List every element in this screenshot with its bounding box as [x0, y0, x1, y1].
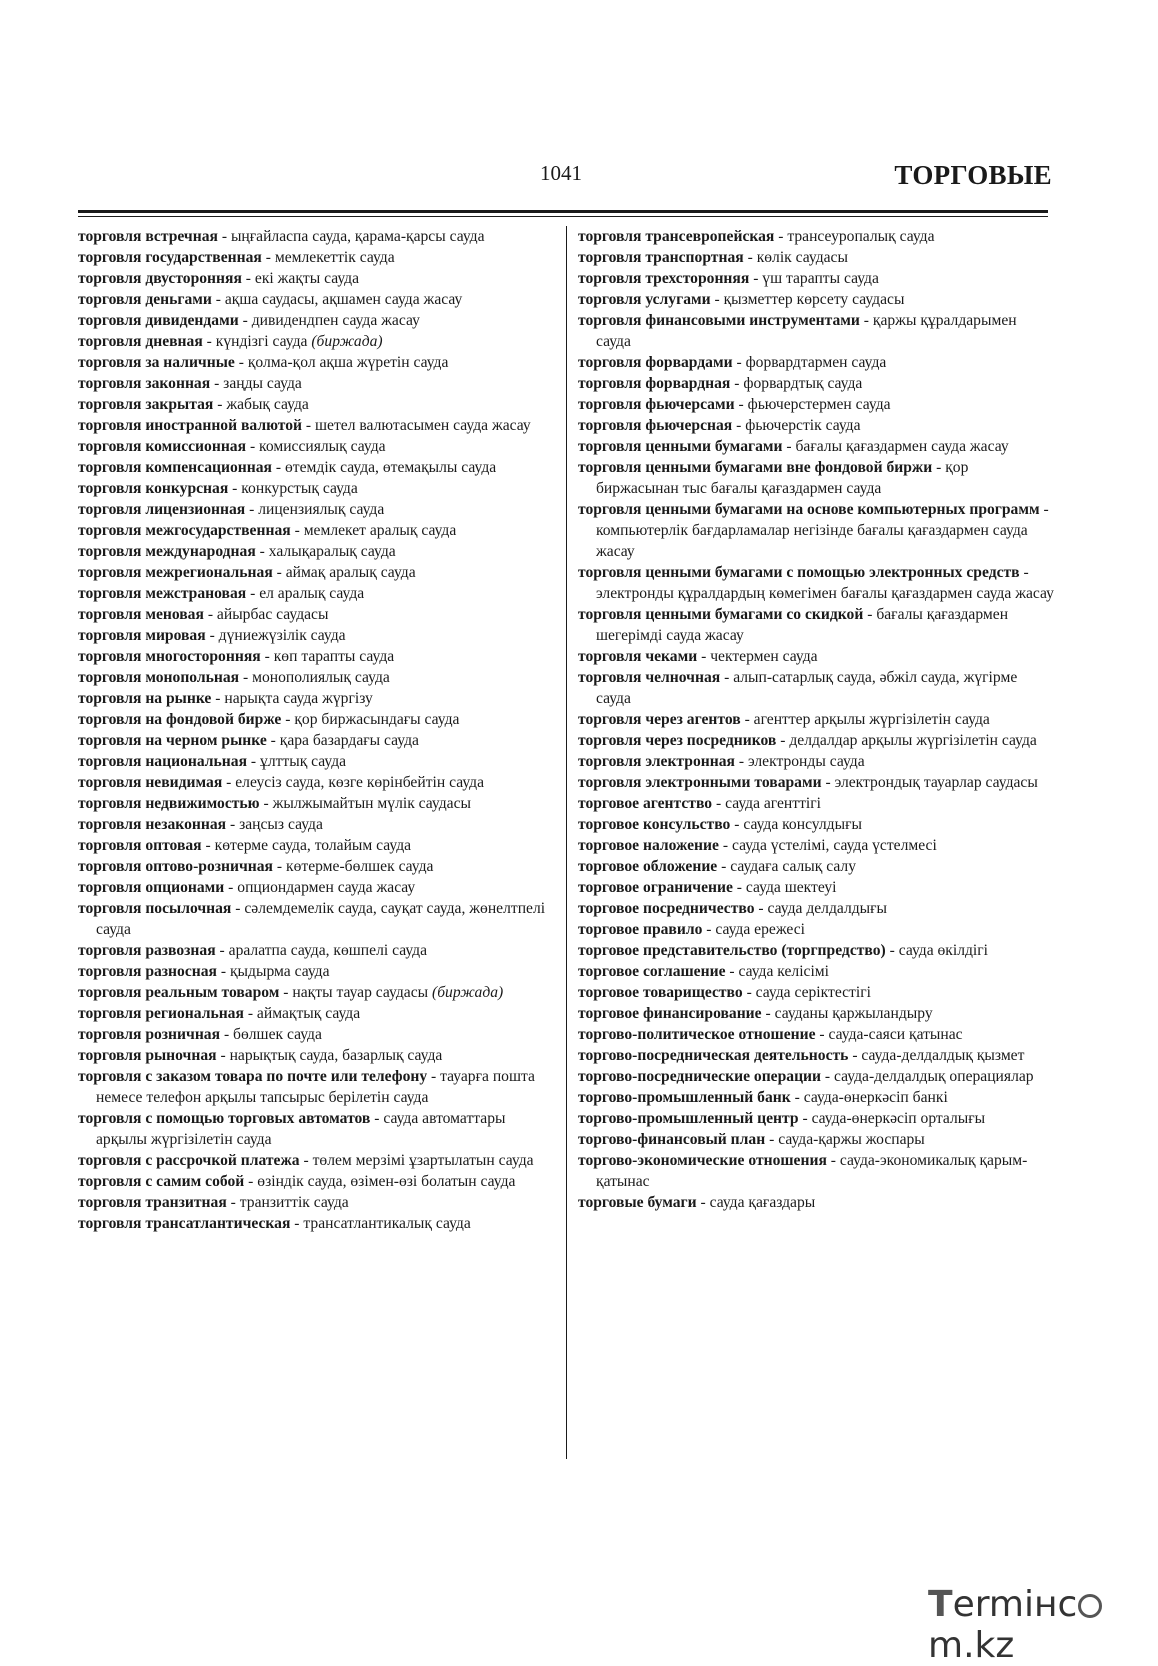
dictionary-entry: торговля фьючерсами - фьючерстермен сауда: [578, 396, 891, 413]
entry-definition: нарықтық сауда, базарлық сауда: [229, 1047, 443, 1064]
entry-term: торговля иностранной валютой: [78, 417, 303, 434]
entry-term: торговля законная: [78, 375, 211, 392]
entry-definition: сауда келісімі: [738, 963, 829, 980]
entry-definition: транзиттік сауда: [239, 1194, 349, 1211]
dictionary-entry: торговля встречная - ыңғайласпа сауда, қарама-қарсы сауда: [78, 228, 485, 245]
dictionary-entry: торгово-промышленный центр - сауда-өнеркәсіп орталығы: [578, 1110, 986, 1127]
dictionary-entry: торговля международная - халықаралық сауда: [78, 543, 396, 560]
dictionary-entry: торговля услугами - қызметтер көрсету саудасы: [578, 291, 905, 308]
dictionary-entry: торговля разносная - қыдырма сауда: [78, 963, 330, 980]
entry-definition: қыдырма сауда: [229, 963, 330, 980]
entry-term: торговля челночная: [578, 669, 721, 686]
entry-term: торговое наложение: [578, 837, 719, 854]
entry-definition: ел аралық сауда: [259, 585, 365, 602]
entry-definition: сауданы қаржыландыру: [774, 1005, 933, 1022]
watermark-end: m.kz: [928, 1625, 1015, 1666]
entry-term: торговля мировая: [78, 627, 206, 644]
entry-definition: фьючерстік сауда: [745, 417, 861, 434]
dictionary-entry: торговля развозная - аралатпа сауда, көшпелі сауда: [78, 942, 427, 959]
dictionary-entry: торговое товарищество - сауда серіктестігі: [578, 984, 871, 1001]
entry-definition: күндізгі сауда: [215, 333, 308, 350]
entry-term: торгово-посредническая деятельность: [578, 1047, 849, 1064]
entry-term: торговля чеками: [578, 648, 698, 665]
entry-term: торговля фьючерсная: [578, 417, 733, 434]
page-number: 1041: [540, 161, 582, 185]
dictionary-entry: торгово-экономические отношения - сауда-экономикалық қарым-қатынас: [578, 1152, 1028, 1190]
entry-definition: ыңғайласпа сауда, қарама-қарсы сауда: [230, 228, 485, 245]
entry-term: торговля розничная: [78, 1026, 221, 1043]
dictionary-entry: торговля законная - заңды сауда: [78, 375, 302, 392]
dictionary-entry: торговля недвижимостью - жылжымайтын мүлік саудасы: [78, 795, 471, 812]
entry-term: торговля невидимая: [78, 774, 223, 791]
entry-term: торговля дневная: [78, 333, 203, 350]
entry-term: торговля за наличные: [78, 354, 235, 371]
entry-definition: айырбас саудасы: [216, 606, 329, 623]
dictionary-entry: торговое соглашение - сауда келісімі: [578, 963, 829, 980]
entry-term: торговля национальная: [78, 753, 248, 770]
entry-definition: аралатпа сауда, көшпелі сауда: [228, 942, 427, 959]
entry-term: торговое правило: [578, 921, 703, 938]
entry-definition: аймақ аралық сауда: [285, 564, 416, 581]
dictionary-entry: торговля многосторонняя - көп тарапты сауда: [78, 648, 395, 665]
dictionary-entry: торговля рыночная - нарықтық сауда, базарлық сауда: [78, 1047, 443, 1064]
entry-term: торговля комиссионная: [78, 438, 247, 455]
entry-term: торговля трансевропейская: [578, 228, 775, 245]
entry-definition: сауда-делдалдық операциялар: [834, 1068, 1034, 1085]
entry-term: торговля электронная: [578, 753, 735, 770]
dictionary-entry: торговля чеками - чектермен сауда: [578, 648, 818, 665]
dictionary-entry: торговля реальным товаром - нақты тауар саудасы (биржада): [78, 984, 504, 1001]
dictionary-entry: торгово-посреднические операции - сауда-делдалдық операциялар: [578, 1068, 1034, 1085]
entry-definition: бағалы қағаздармен сауда жасау: [795, 438, 1009, 455]
entry-definition: комиссиялық сауда: [259, 438, 386, 455]
entry-definition: алып-сатарлық сауда, әбжіл сауда, жүгірме сауда: [596, 669, 1018, 707]
dictionary-entry: торговля ценными бумагами с помощью электронных средств - электронды құралдардың көмегімен бағалы қағаздармен сауда жасау: [578, 564, 1054, 602]
entry-term: торговля конкурсная: [78, 480, 229, 497]
dictionary-entry: торговое финансирование - сауданы қаржыландыру: [578, 1005, 933, 1022]
dictionary-entry: торговля электронная - электронды сауда: [578, 753, 865, 770]
entry-definition: көп тарапты сауда: [273, 648, 395, 665]
entry-definition: өзіндік сауда, өзімен-өзі болатын сауда: [257, 1173, 516, 1190]
entry-term: торговля региональная: [78, 1005, 244, 1022]
entry-definition: нақты тауар саудасы: [292, 984, 429, 1001]
entry-definition: сауда агенттігі: [725, 795, 821, 812]
header-rule-thin: [78, 216, 1048, 217]
dictionary-entry: торговля ценными бумагами со скидкой - бағалы қағаздармен шегерімді сауда жасау: [578, 606, 1009, 644]
entry-term: торговля ценными бумагами: [578, 438, 783, 455]
entry-term: торговля фьючерсами: [578, 396, 735, 413]
entry-term: торговля закрытая: [78, 396, 214, 413]
dictionary-entry: торговля невидимая - елеусіз сауда, көзге көрінбейтін сауда: [78, 774, 485, 791]
entry-definition: опциондармен сауда жасау: [237, 879, 416, 896]
entry-definition: сауда-өнеркәсіп банкі: [803, 1089, 948, 1106]
dictionary-entry: торговля на рынке - нарықта сауда жүргізу: [78, 690, 373, 707]
entry-definition: монополиялық сауда: [252, 669, 390, 686]
entry-term: торговля многосторонняя: [78, 648, 261, 665]
entry-definition: форвардтармен сауда: [745, 354, 887, 371]
entry-term: торговое представительство (торгпредство): [578, 942, 886, 959]
entry-term: торговля форвардная: [578, 375, 731, 392]
dictionary-entry: торговля с рассрочкой платежа - төлем мерзімі ұзартылатын сауда: [78, 1152, 534, 1169]
entry-definition: компьютерлік бағдарламалар негізінде бағалы қағаздармен сауда жасау: [596, 522, 1028, 560]
entry-definition: электрондық тауарлар саудасы: [834, 774, 1038, 791]
entry-term: торговля меновая: [78, 606, 204, 623]
dictionary-entry: торговля через агентов - агенттер арқылы жүргізілетін сауда: [578, 711, 990, 728]
entry-term: торговля транспортная: [578, 249, 744, 266]
dictionary-entry: торговля на черном рынке - қара базардағы сауда: [78, 732, 419, 749]
dictionary-entry: торговля ценными бумагами - бағалы қағаздармен сауда жасау: [578, 438, 1009, 455]
dictionary-entry: торговля трансатлантическая - трансатлантикалық сауда: [78, 1215, 471, 1232]
entry-term: торговля оптовая: [78, 837, 202, 854]
entry-definition: екі жақты сауда: [254, 270, 360, 287]
entry-term: торговля ценными бумагами со скидкой: [578, 606, 864, 623]
entry-definition: бөлшек сауда: [233, 1026, 322, 1043]
column-divider: [566, 226, 567, 1459]
dictionary-entry: торговые бумаги - сауда қағаздары: [578, 1194, 816, 1211]
entry-term: торговля опционами: [78, 879, 225, 896]
entry-definition: лицензиялық сауда: [258, 501, 385, 518]
entry-note: (биржада): [311, 333, 383, 350]
entry-definition: электронды құралдардың көмегімен бағалы қағаздармен сауда жасау: [596, 585, 1054, 602]
entry-term: торговля разносная: [78, 963, 217, 980]
dictionary-entry: торговля двусторонняя - екі жақты сауда: [78, 270, 360, 287]
dictionary-entry: торговля трансевропейская - трансеуропалық сауда: [578, 228, 935, 245]
entry-term: торговое консульство: [578, 816, 731, 833]
entry-term: торговля услугами: [578, 291, 711, 308]
entry-definition: сәлемдемелік сауда, сауқат сауда, жөнелтпелі сауда: [96, 900, 546, 938]
running-head: ТОРГОВЫЕ: [894, 160, 1052, 190]
entry-definition: конкурстық сауда: [241, 480, 358, 497]
dictionary-entry: торговля на фондовой бирже - қор биржасындағы сауда: [78, 711, 460, 728]
dictionary-entry: торговля деньгами - ақша саудасы, ақшамен сауда жасау: [78, 291, 463, 308]
dictionary-entry: торгово-промышленный банк - сауда-өнеркәсіп банкі: [578, 1089, 948, 1106]
entry-definition: үш тарапты сауда: [762, 270, 879, 287]
dictionary-entry: торговля незаконная - заңсыз сауда: [78, 816, 323, 833]
entry-term: торговля с заказом товара по почте или телефону: [78, 1068, 428, 1085]
entry-term: торговля рыночная: [78, 1047, 217, 1064]
dictionary-entry: торгово-посредническая деятельность - сауда-делдалдық қызмет: [578, 1047, 1025, 1064]
dictionary-entry: торговля национальная - ұлттық сауда: [78, 753, 347, 770]
entry-term: торговля государственная: [78, 249, 262, 266]
dictionary-entry: торговля транспортная - көлік саудасы: [578, 249, 848, 266]
entry-term: торговля трехсторонняя: [578, 270, 750, 287]
entry-term: торговля дивидендами: [78, 312, 239, 329]
dictionary-entry: торгово-политическое отношение - сауда-саяси қатынас: [578, 1026, 963, 1043]
entry-definition: нарықта сауда жүргізу: [224, 690, 373, 707]
entry-term: торгово-экономические отношения: [578, 1152, 827, 1169]
entry-definition: көтерме сауда, толайым сауда: [214, 837, 412, 854]
entry-term: торговля развозная: [78, 942, 216, 959]
dictionary-entry: торговля дивидендами - дивидендпен сауда жасау: [78, 312, 420, 329]
entry-definition: чектермен сауда: [710, 648, 818, 665]
dictionary-entry: торговое наложение - сауда үстелімі, сауда үстелмесі: [578, 837, 937, 854]
dictionary-entry: торговля с помощью торговых автоматов - сауда автоматтары арқылы жүргізілетін сауда: [78, 1110, 506, 1148]
entry-term: торговля через агентов: [578, 711, 741, 728]
dictionary-entry: торговое ограничение - сауда шектеуі: [578, 879, 837, 896]
entry-definition: жылжымайтын мүлік саудасы: [272, 795, 471, 812]
entry-definition: сауда делдалдығы: [767, 900, 888, 917]
dictionary-entry: торговля розничная - бөлшек сауда: [78, 1026, 322, 1043]
dictionary-entry: торговое посредничество - сауда делдалдығы: [578, 900, 888, 917]
dictionary-entry: торговля закрытая - жабық сауда: [78, 396, 309, 413]
entry-note: (биржада): [432, 984, 504, 1001]
entry-definition: сауда консулдығы: [743, 816, 862, 833]
entry-term: торговля межстрановая: [78, 585, 247, 602]
entry-definition: мемлекет аралық сауда: [303, 522, 457, 539]
dictionary-entry: торговля комиссионная - комиссиялық сауда: [78, 438, 386, 455]
entry-definition: фьючерстермен сауда: [747, 396, 891, 413]
entry-term: торговля монопольная: [78, 669, 240, 686]
entry-term: торговля с рассрочкой платежа: [78, 1152, 300, 1169]
right-column: [578, 226, 1054, 1213]
entry-definition: сауда өкілдігі: [898, 942, 988, 959]
entry-definition: трансеуропалық сауда: [787, 228, 935, 245]
dictionary-entry: торговое консульство - сауда консулдығы: [578, 816, 862, 833]
entry-term: торговое агентство: [578, 795, 713, 812]
watermark-mid: ermінc: [952, 1584, 1078, 1625]
entry-definition: сауда-саяси қатынас: [828, 1026, 963, 1043]
entry-definition: агенттер арқылы жүргізілетін сауда: [753, 711, 990, 728]
dictionary-entry: торговля компенсационная - өтемдік сауда, өтемақылы сауда: [78, 459, 497, 476]
entry-term: торговля через посредников: [578, 732, 777, 749]
entry-definition: мемлекеттік сауда: [274, 249, 395, 266]
entry-definition: қор биржасындағы сауда: [294, 711, 460, 728]
dictionary-entry: торговое правило - сауда ережесі: [578, 921, 805, 938]
entry-definition: делдалдар арқылы жүргізілетін сауда: [789, 732, 1037, 749]
entry-definition: заңды сауда: [223, 375, 302, 392]
entry-definition: ұлттық сауда: [260, 753, 347, 770]
dictionary-entry: торговля иностранной валютой - шетел валютасымен сауда жасау: [78, 417, 531, 434]
entry-term: торговля реальным товаром: [78, 984, 280, 1001]
entry-term: торговля трансатлантическая: [78, 1215, 291, 1232]
entry-definition: қара базардағы сауда: [279, 732, 419, 749]
entry-definition: сауда қағаздары: [709, 1194, 816, 1211]
dictionary-entry: торговля с самим собой - өзіндік сауда, өзімен-өзі болатын сауда: [78, 1173, 516, 1190]
entry-definition: сауда үстелімі, сауда үстелмесі: [731, 837, 937, 854]
entry-term: торговля незаконная: [78, 816, 227, 833]
entry-definition: сауда ережесі: [715, 921, 805, 938]
dictionary-entry: торговля финансовыми инструментами - қаржы құралдарымен сауда: [578, 312, 1017, 350]
entry-term: торговля ценными бумагами с помощью электронных средств: [578, 564, 1020, 581]
dictionary-entry: торговля оптово-розничная - көтерме-бөлшек сауда: [78, 858, 434, 875]
dictionary-entry: торговля межрегиональная - аймақ аралық сауда: [78, 564, 416, 581]
entry-term: торговое обложение: [578, 858, 718, 875]
entry-term: торговля недвижимостью: [78, 795, 260, 812]
entry-term: торговля двусторонняя: [78, 270, 242, 287]
entry-definition: тауарға пошта немесе телефон арқылы тапсырыс берілетін сауда: [96, 1068, 535, 1106]
dictionary-entry: торговля меновая - айырбас саудасы: [78, 606, 329, 623]
dictionary-entry: торговля межгосударственная - мемлекет аралық сауда: [78, 522, 457, 539]
entry-definition: қор биржасынан тыс бағалы қағаздармен сауда: [596, 459, 969, 497]
dictionary-entry: торговля межстрановая - ел аралық сауда: [78, 585, 365, 602]
dictionary-entry: торговля дневная - күндізгі сауда (биржада): [78, 333, 383, 350]
dictionary-entry: торговля через посредников - делдалдар арқылы жүргізілетін сауда: [578, 732, 1037, 749]
entry-definition: өтемдік сауда, өтемақылы сауда: [285, 459, 497, 476]
entry-term: торговля межрегиональная: [78, 564, 273, 581]
entry-term: торговое товарищество: [578, 984, 743, 1001]
entry-term: торговля лицензионная: [78, 501, 246, 518]
entry-term: торговое финансирование: [578, 1005, 762, 1022]
entry-definition: ақша саудасы, ақшамен сауда жасау: [224, 291, 463, 308]
entry-definition: жабық сауда: [226, 396, 309, 413]
entry-definition: қаржы құралдарымен сауда: [596, 312, 1017, 350]
dictionary-entry: торговля региональная - аймақтық сауда: [78, 1005, 361, 1022]
entry-definition: дүниежүзілік сауда: [218, 627, 346, 644]
entry-definition: аймақтық сауда: [256, 1005, 361, 1022]
entry-term: торговля на фондовой бирже: [78, 711, 282, 728]
entry-term: торгово-финансовый план: [578, 1131, 766, 1148]
entry-term: торговое соглашение: [578, 963, 726, 980]
dictionary-entry: торговля посылочная - сәлемдемелік сауда, сауқат сауда, жөнелтпелі сауда: [78, 900, 546, 938]
entry-definition: елеусіз сауда, көзге көрінбейтін сауда: [235, 774, 485, 791]
dictionary-entry: торговля опционами - опциондармен сауда жасау: [78, 879, 416, 896]
entry-term: торгово-промышленный центр: [578, 1110, 799, 1127]
entry-definition: электронды сауда: [747, 753, 865, 770]
entry-term: торговля посылочная: [78, 900, 232, 917]
entry-definition: сауда шектеуі: [745, 879, 837, 896]
dictionary-entry: торговое обложение - саудаға салық салу: [578, 858, 857, 875]
dictionary-entry: торговля трехсторонняя - үш тарапты сауда: [578, 270, 879, 287]
entry-term: торгово-политическое отношение: [578, 1026, 816, 1043]
entry-definition: шетел валютасымен сауда жасау: [315, 417, 531, 434]
header-rule-thick: [78, 210, 1048, 213]
left-column: [78, 226, 548, 1234]
watermark-o-icon: [1078, 1594, 1102, 1618]
entry-term: торговля деньгами: [78, 291, 212, 308]
dictionary-entry: торговля за наличные - қолма-қол ақша жүретін сауда: [78, 354, 449, 371]
dictionary-entry: торговля форвардами - форвардтармен сауда: [578, 354, 887, 371]
entry-term: торговля с помощью торговых автоматов: [78, 1110, 371, 1127]
entry-term: торговля ценными бумагами на основе компьютерных программ: [578, 501, 1040, 518]
entry-definition: көтерме-бөлшек сауда: [286, 858, 434, 875]
entry-definition: сауда-қаржы жоспары: [778, 1131, 925, 1148]
entry-definition: сауда-өнеркәсіп орталығы: [811, 1110, 986, 1127]
entry-term: торговля компенсационная: [78, 459, 272, 476]
entry-definition: сауда-делдалдық қызмет: [861, 1047, 1025, 1064]
entry-term: торговля транзитная: [78, 1194, 227, 1211]
entry-term: торговля финансовыми инструментами: [578, 312, 860, 329]
dictionary-entry: торговля ценными бумагами на основе компьютерных программ - компьютерлік бағдарламалар негізінде бағалы қағаздармен сауда жасау: [578, 501, 1049, 560]
entry-term: торговля ценными бумагами вне фондовой биржи: [578, 459, 933, 476]
entry-term: торговля на рынке: [78, 690, 212, 707]
dictionary-entry: торговля транзитная - транзиттік сауда: [78, 1194, 349, 1211]
entry-term: торговля на черном рынке: [78, 732, 267, 749]
entry-definition: форвардтық сауда: [743, 375, 863, 392]
entry-term: торговля встречная: [78, 228, 218, 245]
entry-term: торговля форвардами: [578, 354, 733, 371]
dictionary-entry: торговля государственная - мемлекеттік сауда: [78, 249, 395, 266]
entry-definition: сауда-экономикалық қарым-қатынас: [596, 1152, 1028, 1190]
entry-term: торгово-промышленный банк: [578, 1089, 791, 1106]
entry-term: торгово-посреднические операции: [578, 1068, 822, 1085]
dictionary-entry: торговое представительство (торгпредство) - сауда өкілдігі: [578, 942, 988, 959]
dictionary-entry: торговля конкурсная - конкурстық сауда: [78, 480, 358, 497]
entry-definition: заңсыз сауда: [239, 816, 323, 833]
entry-definition: көлік саудасы: [756, 249, 848, 266]
entry-definition: сауда серіктестігі: [755, 984, 871, 1001]
entry-definition: халықаралық сауда: [268, 543, 396, 560]
dictionary-entry: торговля челночная - алып-сатарлық сауда, әбжіл сауда, жүгірме сауда: [578, 669, 1018, 707]
dictionary-entry: торгово-финансовый план - сауда-қаржы жоспары: [578, 1131, 925, 1148]
entry-term: торговля оптово-розничная: [78, 858, 273, 875]
entry-definition: қолма-қол ақша жүретін сауда: [247, 354, 449, 371]
entry-definition: бағалы қағаздармен шегерімді сауда жасау: [596, 606, 1009, 644]
dictionary-entry: торговое агентство - сауда агенттігі: [578, 795, 821, 812]
entry-term: торговля международная: [78, 543, 256, 560]
entry-definition: трансатлантикалық сауда: [303, 1215, 471, 1232]
dictionary-entry: торговля форвардная - форвардтық сауда: [578, 375, 863, 392]
dictionary-entry: торговля с заказом товара по почте или телефону - тауарға пошта немесе телефон арқылы тапсырыс берілетін сауда: [78, 1068, 535, 1106]
entry-term: торговля с самим собой: [78, 1173, 245, 1190]
dictionary-entry: торговля электронными товарами - электрондық тауарлар саудасы: [578, 774, 1038, 791]
entry-definition: сауда автоматтары арқылы жүргізілетін сауда: [96, 1110, 506, 1148]
dictionary-entry: торговля фьючерсная - фьючерстік сауда: [578, 417, 861, 434]
entry-definition: төлем мерзімі ұзартылатын сауда: [312, 1152, 534, 1169]
entry-term: торговля межгосударственная: [78, 522, 291, 539]
dictionary-entry: торговля мировая - дүниежүзілік сауда: [78, 627, 346, 644]
dictionary-entry: торговля ценными бумагами вне фондовой биржи - қор биржасынан тыс бағалы қағаздармен сауда: [578, 459, 969, 497]
entry-term: торговля электронными товарами: [578, 774, 822, 791]
watermark-logo: [928, 1584, 1148, 1666]
entry-definition: қызметтер көрсету саудасы: [723, 291, 905, 308]
entry-definition: дивидендпен сауда жасау: [251, 312, 420, 329]
watermark-t: T: [928, 1584, 953, 1625]
entry-term: торговое ограничение: [578, 879, 733, 896]
dictionary-entry: торговля монопольная - монополиялық сауда: [78, 669, 390, 686]
dictionary-entry: торговля оптовая - көтерме сауда, толайым сауда: [78, 837, 412, 854]
entry-term: торговое посредничество: [578, 900, 755, 917]
dictionary-entry: торговля лицензионная - лицензиялық сауда: [78, 501, 385, 518]
entry-term: торговые бумаги: [578, 1194, 697, 1211]
entry-definition: саудаға салық салу: [730, 858, 857, 875]
